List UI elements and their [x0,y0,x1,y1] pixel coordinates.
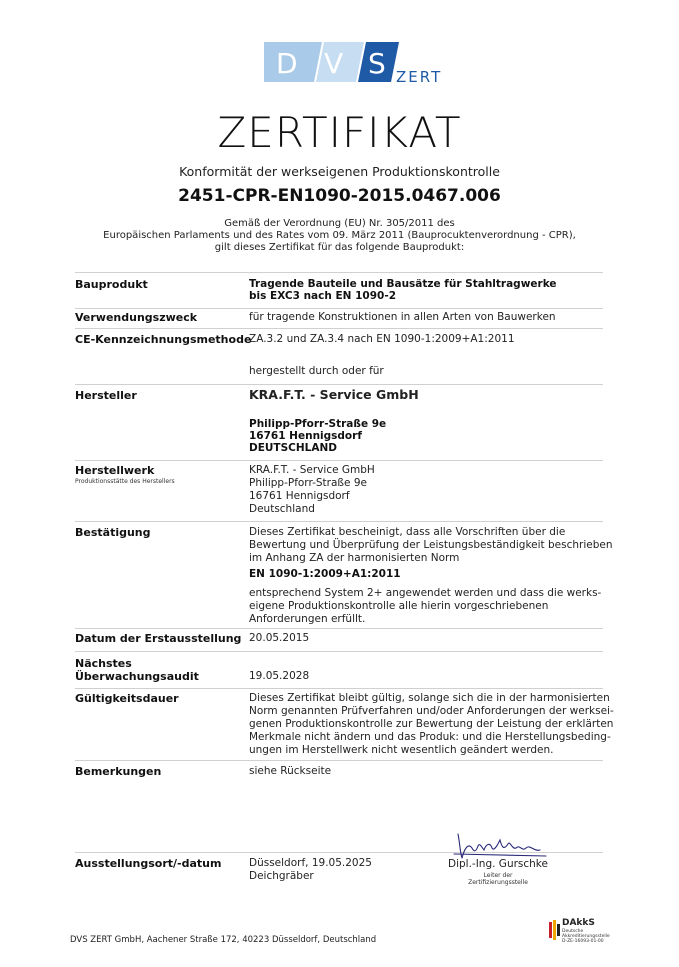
bemerkungen-label: Bemerkungen [75,765,162,778]
herstellwerk-line: KRA.F.T. - Service GmbH [249,464,375,476]
ce-methode-value: ZA.3.2 und ZA.3.4 nach EN 1090-1:2009+A1:2011 [249,333,515,345]
divider [75,628,603,629]
logo-letter-v: V [324,47,344,80]
herstellwerk-label: Herstellwerk [75,464,155,477]
hersteller-street: Philipp-Pforr-Straße 9e [249,418,387,430]
preamble-line: Europäischen Parlaments und des Rates vom 09. März 2011 (Bauprocuktenverordnung - CPR), [103,230,576,241]
verwendungszweck-value: für tragende Konstruktionen in allen Arten von Bauwerken [249,311,556,323]
divider [75,308,603,309]
hersteller-label: Hersteller [75,389,137,402]
dakks-sub-line: Deutsche [562,929,584,934]
preamble-line: Gemäß der Verordnung (EU) Nr. 305/2011 des [224,218,455,229]
divider [75,651,603,652]
dakks-sub-line: Akkreditierungsstelle [562,934,610,939]
dakks-mark-icon [548,918,562,942]
hersteller-country: DEUTSCHLAND [249,442,337,454]
verwendungszweck-label: Verwendungszweck [75,311,198,324]
divider [75,384,603,385]
ueberwachung-label-line2: Überwachungsaudit [75,670,199,683]
ausstellungsort-label: Ausstellungsort/-datum [75,857,222,870]
gueltigkeit-text: Dieses Zertifikat bleibt gültig, solange sich die in der harmonisierten [249,692,610,704]
gueltigkeit-text: genen Produktionskontrolle zur Bewertung der Leistung der erklärten [249,718,614,730]
ce-methode-label: CE-Kennzeichnungsmethode [75,333,252,346]
bestaetigung-text: im Anhang ZA der harmonisierten Norm [249,552,460,564]
herstellwerk-line: Philipp-Pforr-Straße 9e [249,477,367,489]
bestaetigung-text: entsprechend System 2+ angewendet werden und dass die werks- [249,587,602,599]
ausstellungsort-name: Deichgräber [249,870,314,882]
bestaetigung-text: Dieses Zertifikat bescheinigt, dass alle Vorschriften über die [249,526,566,538]
bestaetigung-label: Bestätigung [75,526,151,539]
ueberwachung-label-line1: Nächstes [75,657,132,670]
bauprodukt-value-line1: Tragende Bauteile und Bausätze für Stahltragwerke [249,278,557,290]
ueberwachung-value: 19.05.2028 [249,670,310,682]
certificate-number: 2451-CPR-EN1090-2015.0467.006 [178,186,501,206]
logo-suffix: ZERT [396,68,443,86]
divider [75,521,603,522]
bauprodukt-label: Bauprodukt [75,278,148,291]
signer-name: Dipl.-Ing. Gurschke [448,858,548,870]
preamble-line: gilt dieses Zertifikat für das folgende Bauprodukt: [214,242,465,253]
divider [75,328,603,329]
hersteller-city: 16761 Hennigsdorf [249,430,362,442]
herstellwerk-sublabel: Produktionsstätte des Herstellers [75,478,175,485]
logo-letter-s: S [368,47,386,80]
erstausstellung-value: 20.05.2015 [249,632,310,644]
bestaetigung-text: eigene Produktionskontrolle alle hierin vorgeschriebenen [249,600,549,612]
handwritten-signature [450,822,560,862]
logo-letter-d: D [276,47,298,80]
signer-role [458,872,538,886]
herstellwerk-line: 16761 Hennigsdorf [249,490,350,502]
bestaetigung-norm: EN 1090-1:2009+A1:2011 [249,568,401,580]
hergestellt-text: hergestellt durch oder für [249,365,384,377]
dakks-sub-line: D-ZE-16093-01-00 [562,939,604,944]
gueltigkeit-text: ungen im Herstellwerk nicht wesentlich geändert werden. [249,744,554,756]
signer-role-line: Leiter der [483,872,513,879]
bestaetigung-text: Bewertung und Überprüfung der Leistungsbeständigkeit beschrieben [249,539,613,551]
ausstellungsort-value: Düsseldorf, 19.05.2025 [249,857,372,869]
preamble [0,218,679,254]
signer-role-line: Zertifizierungsstelle [468,879,528,886]
herstellwerk-line: Deutschland [249,503,315,515]
gueltigkeit-text: Norm genannten Prüfverfahren und/oder Anforderungen der werksei- [249,705,614,717]
bemerkungen-value: siehe Rückseite [249,765,332,777]
page-title: ZERTIFIKAT [217,108,462,157]
hersteller-company: KRA.F.T. - Service GmbH [249,387,419,402]
erstausstellung-label: Datum der Erstausstellung [75,632,242,645]
gueltigkeit-label: Gültigkeitsdauer [75,692,179,705]
divider [75,760,603,761]
footer-address: DVS ZERT GmbH, Aachener Straße 172, 40223 Düsseldorf, Deutschland [70,935,377,945]
subtitle: Konformität der werkseigenen Produktionskontrolle [179,164,500,179]
bauprodukt-value-line2: bis EXC3 nach EN 1090-2 [249,290,396,302]
dakks-name: DAkkS [562,918,595,928]
dakks-badge [548,918,630,950]
divider [75,272,603,273]
divider [75,460,603,461]
divider [75,688,603,689]
gueltigkeit-text: Merkmale nicht ändern und das Produk: und die Herstellungsbeding- [249,731,611,743]
bestaetigung-text: Anforderungen erfüllt. [249,613,366,625]
dakks-sub [562,929,610,944]
